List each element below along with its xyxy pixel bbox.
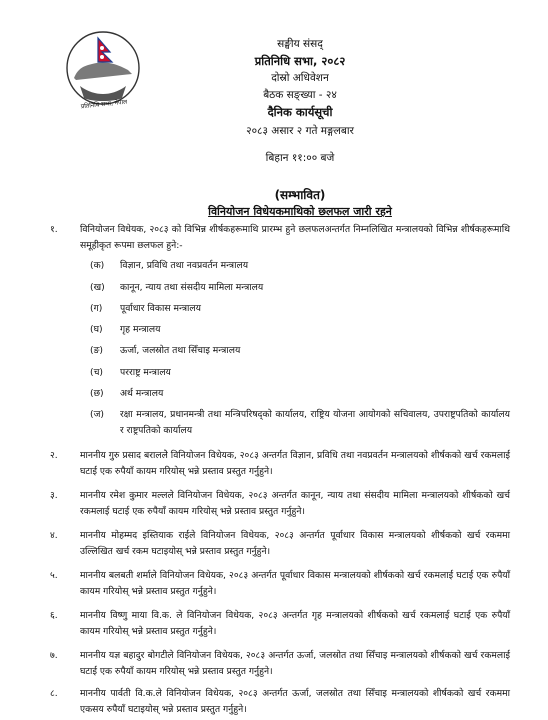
subitem-text: पूर्वाधार विकास मन्त्रालय [120, 303, 201, 314]
provisional-label: (सम्भावित) [274, 188, 326, 202]
subitem-text: रक्षा मन्त्रालय, प्रधानमन्त्री तथा मन्त्रिपरिषद्को कार्यालय, राष्ट्रिय योजना आयोगको सचिवालय, उपराष्ट्रपतिको कार्यालय र राष्ट्रपतिको कार्यालय [120, 409, 510, 436]
item-number: ४. [50, 530, 58, 541]
item-text: माननीय पार्वती वि.क.ले विनियोजन विधेयक, २०८३ अन्तर्गत ऊर्जा, जलस्रोत तथा सिँचाइ मन्त्रालयको शीर्षकको खर्च रकममा एकसय रुपैयाँ घटाइयोस् भन्ने प्रस्ताव प्रस्तुत गर्नुहुने। [80, 688, 510, 715]
parliament-emblem [62, 28, 144, 114]
header-time: बिहान ११:०० बजे [265, 152, 335, 164]
subitem-text: अर्थ मन्त्रालय [120, 388, 164, 399]
subitem-text: कानून, न्याय तथा संसदीय मामिला मन्त्रालय [120, 282, 264, 293]
item-text: माननीय गुरु प्रसाद बराललेे विनियोजन विधेयक, २०८३ अन्तर्गत विज्ञान, प्रविधि तथा नवप्रवर्तन मन्त्रालयको शीर्षकको खर्च रकमलाई घटाई एक रुपैयाँ कायम गरियोस् भन्ने प्रस्ताव प्रस्तुत गर्नुहुने। [80, 450, 510, 477]
agenda-subject: विनियोजन विधेयकमाथिको छलफल जारी रहने [208, 205, 392, 218]
subitem-label: (ज) [90, 409, 104, 420]
item-text: विनियोजन विधेयक, २०८३ को विभिन्न शीर्षकहरूमाथि प्रारम्भ हुने छलफलअन्तर्गत निम्नलिखित मन्त्रालयको विभिन्न शीर्षकहरूमाथि समूहीकृत रूपमा छलफल हुने:- [80, 224, 510, 251]
item-text: माननीय मोहम्मद इस्तियाक राईले विनियोजन विधेयक, २०८३ अन्तर्गत पूर्वाधार विकास मन्त्रालयको शीर्षकको खर्च रकममा उल्लिखित खर्च रकम घटाइयोस् भन्ने प्रस्ताव प्रस्तुत गर्नुहुने। [80, 530, 510, 557]
item-text: माननीय यज्ञ बहादुर बोगटीले विनियोजन विधेयक, २०८३ अन्तर्गत ऊर्जा, जलस्रोत तथा सिँचाइ मन्त्रालयको शीर्षकको खर्च रकमलाई घटाई एक रुपैयाँ कायम गरियोस् भन्ने प्रस्ताव प्रस्तुत गर्नुहुने। [80, 650, 510, 677]
subitem-label: (ङ) [90, 345, 104, 356]
subitem-text: गृह मन्त्रालय [120, 324, 161, 335]
item-number: २. [50, 450, 58, 461]
item-text: माननीय बलबती शर्माले विनियोजन विधेयक, २०८३ अन्तर्गत पूर्वाधार विकास मन्त्रालयको शीर्षकको खर्च रकमलाई घटाई एक रुपैयाँ कायम गरियोस् भन्ने प्रस्ताव प्रस्तुत गर्नुहुने। [80, 570, 510, 597]
subitem-label: (छ) [90, 388, 104, 399]
header-agenda-title: दैनिक कार्यसूची [267, 105, 333, 119]
item-text: माननीय विष्णु माया वि.क. ले विनियोजन विधेयक, २०८३ अन्तर्गत गृह मन्त्रालयको शीर्षकको खर्च रकमलाई घटाई एक रुपैयाँ कायम गरियोस् भन्ने प्रस्ताव प्रस्तुत गर्नुहुने। [80, 610, 510, 637]
item-number: ८. [50, 688, 58, 699]
header-house: प्रतिनिधि सभा, २०८२ [254, 54, 346, 68]
subitem-label: (क) [90, 260, 105, 271]
item-number: ७. [50, 650, 58, 661]
header-meeting-number: बैठक सङ्ख्या - २४ [263, 89, 337, 101]
item-number: ५. [50, 570, 58, 581]
item-text: माननीय रमेश कुमार मल्लले विनियोजन विधेयक, २०८३ अन्तर्गत कानून, न्याय तथा संसदीय मामिला मन्त्रालयको शीर्षकको खर्च रकमलाई घटाई एक रुपैयाँ कायम गरियोस् भन्ने प्रस्ताव प्रस्तुत गर्नुहुने। [80, 490, 510, 517]
item-number: ६. [50, 610, 58, 621]
subitem-label: (ख) [90, 282, 105, 293]
subitem-text: ऊर्जा, जलस्रोत तथा सिँचाइ मन्त्रालय [120, 345, 241, 356]
item-number: ३. [50, 490, 58, 501]
emblem-caption: प्रतिनिधि सभा, नेपाल [80, 98, 128, 111]
subitem-label: (ग) [90, 303, 103, 314]
subitem-label: (घ) [90, 324, 103, 335]
header-session: दोस्रो अधिवेशन [271, 72, 329, 84]
subitem-text: परराष्ट्र मन्त्रालय [120, 367, 171, 378]
subitem-text: विज्ञान, प्रविधि तथा नवप्रवर्तन मन्त्रालय [120, 260, 249, 271]
item-number: १. [50, 224, 58, 235]
subitem-label: (च) [90, 367, 104, 378]
header-date: २०८३ असार २ गते मङ्गलबार [246, 125, 354, 137]
header-parliament: सङ्घीय संसद् [277, 38, 323, 50]
